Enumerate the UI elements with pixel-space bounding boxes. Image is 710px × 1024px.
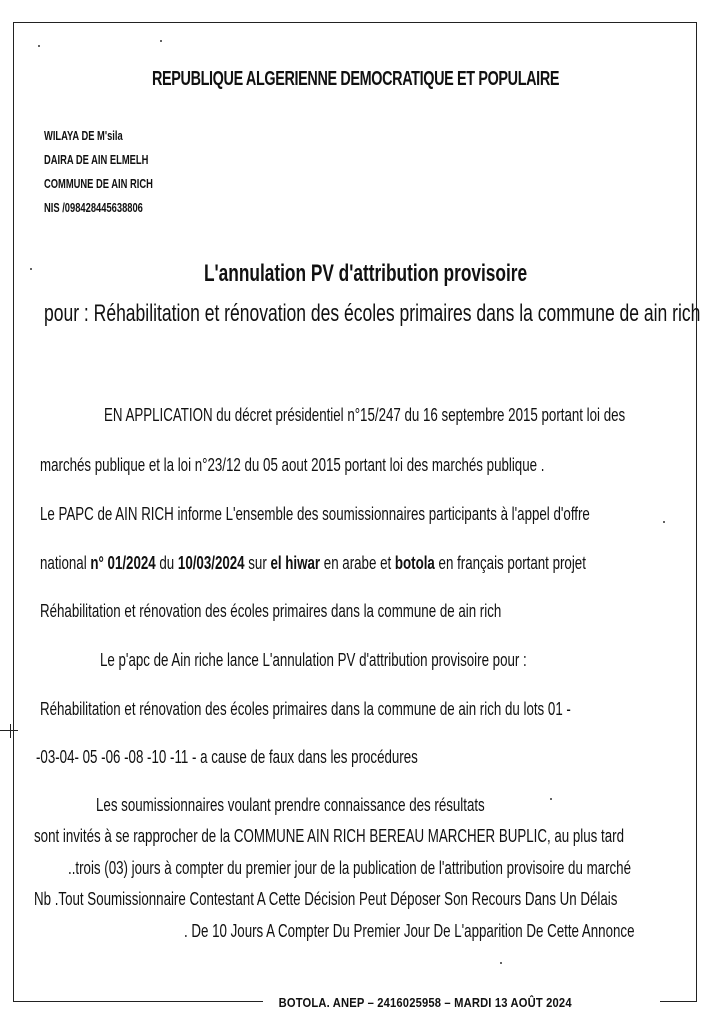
republic-header: REPUBLIQUE ALGERIENNE DEMOCRATIQUE ET POPULAIRE (152, 68, 560, 90)
paragraph-2-line-3: Réhabilitation et rénovation des écoles primaires dans la commune de ain rich (40, 601, 502, 621)
publication-footer: BOTOLA. ANEP – 2416025958 – MARDI 13 AOÛT 2024 (276, 995, 574, 1010)
paragraph-3-line-2: Réhabilitation et rénovation des écoles primaires dans la commune de ain rich du lots 01 - (40, 699, 571, 719)
bottom-border-left (13, 1001, 263, 1002)
scan-speck (160, 40, 162, 42)
scan-speck (550, 798, 552, 800)
paragraph-3-line-1: Le p'apc de Ain riche lance L'annulation PV d'attribution provisoire pour : (100, 650, 527, 670)
commune-line: COMMUNE DE AIN RICH (44, 176, 153, 191)
bottom-border-right (660, 1001, 697, 1002)
scan-speck (38, 45, 40, 47)
daira-line: DAIRA DE AIN ELMELH (44, 152, 149, 167)
paragraph-4-line-1: Les soumissionnaires voulant prendre connaissance des résultats (96, 795, 485, 815)
paragraph-4-line-5: . De 10 Jours A Compter Du Premier Jour De L'apparition De Cette Annonce (184, 921, 635, 941)
nis-line: NIS /098428445638806 (44, 200, 143, 215)
paragraph-1-line-1: EN APPLICATION du décret présidentiel n°15/247 du 16 septembre 2015 portant loi des (104, 405, 626, 425)
paragraph-2-line-2: national n° 01/2024 du 10/03/2024 sur el hiwar en arabe et botola en français portant projet (40, 553, 586, 573)
paragraph-1-line-2: marchés publique et la loi n°23/12 du 05 aout 2015 portant loi des marchés publique . (40, 455, 545, 475)
document-title: L'annulation PV d'attribution provisoire (204, 260, 528, 287)
paragraph-4-line-2: sont invités à se rapprocher de la COMMUNE AIN RICH BEREAU MARCHER BUPLIC, au plus tard (34, 826, 624, 846)
paragraph-4-line-3: ..trois (03) jours à compter du premier jour de la publication de l'attribution provisoire du marché (68, 858, 632, 878)
paragraph-3-line-3: -03-04- 05 -06 -08 -10 -11 - a cause de faux dans les procédures (36, 747, 418, 767)
scan-speck (663, 521, 665, 523)
wilaya-line: WILAYA DE M'sila (44, 128, 123, 143)
scan-speck (500, 962, 502, 964)
scan-speck (30, 268, 32, 270)
paragraph-2-line-1: Le PAPC de AIN RICH informe L'ensemble des soumissionnaires participants à l'appel d'offre (40, 504, 590, 524)
crop-mark (0, 730, 18, 731)
document-subtitle: pour : Réhabilitation et rénovation des écoles primaires dans la commune de ain rich (44, 300, 701, 327)
crop-mark-vertical (10, 724, 11, 738)
paragraph-4-line-4: Nb .Tout Soumissionnaire Contestant A Cette Décision Peut Déposer Son Recours Dans Un Délais (34, 889, 618, 909)
